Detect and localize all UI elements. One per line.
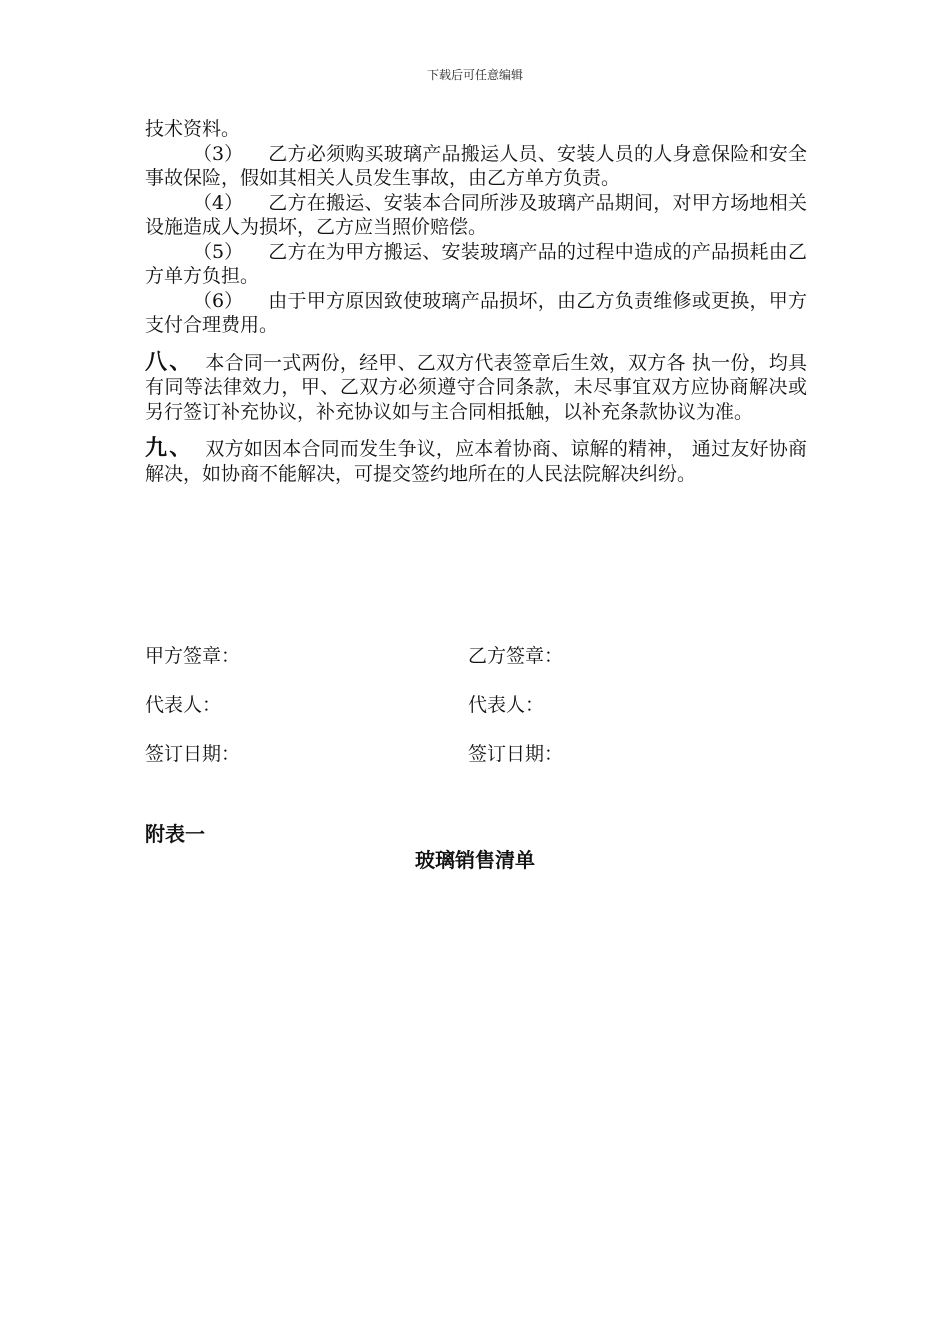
party-a-date-label: 签订日期：: [145, 743, 241, 765]
item-number: （4）: [193, 191, 244, 214]
party-b-rep-label: 代表人：: [468, 694, 545, 716]
signature-row-rep: [145, 692, 807, 741]
clause-first-line: 本合同一式两份，经甲、乙双方代表签章后生效，双方各: [205, 351, 686, 374]
clause-heading: 九、: [145, 435, 194, 461]
clause-first-line: 双方如因本合同而发生争议，应本着协商、谅解的精神，: [205, 438, 686, 460]
signature-row-date: [145, 741, 807, 790]
party-a-seal-label: 甲方签章：: [145, 645, 241, 667]
lead-text: 技术资料。: [145, 118, 241, 140]
clause-heading: 八、: [145, 348, 194, 375]
item-number: （5）: [193, 240, 244, 263]
item-6: [145, 289, 807, 338]
item-text: 乙方在搬运、安装本合同所涉及玻璃产品期间，对甲方场地相关设施造成人为损坏，乙方应当照价赔偿。: [145, 191, 807, 238]
contract-body: [145, 117, 807, 486]
party-b-seal-label: 乙方签章：: [468, 645, 564, 667]
item-3: [145, 142, 807, 191]
item-number: （6）: [193, 289, 244, 312]
party-b-date-label: 签订日期：: [468, 743, 564, 765]
appendix-title: 玻璃销售清单: [415, 848, 535, 872]
item-number: （3）: [193, 142, 244, 165]
appendix-label: 附表一: [145, 822, 205, 846]
signature-row-seal: [145, 643, 807, 692]
item-4: [145, 191, 807, 240]
item-text: 乙方必须购买玻璃产品搬运人员、安装人员的人身意保险和安全事故保险，假如其相关人员发生事故，由乙方单方负责。: [145, 142, 807, 189]
item-text: 乙方在为甲方搬运、安装玻璃产品的过程中造成的产品损耗由乙方单方负担。: [145, 240, 807, 287]
clause-8: [145, 350, 807, 425]
clause-9: [145, 436, 807, 486]
party-a-rep-label: 代表人：: [145, 694, 222, 716]
item-text: 由于甲方原因致使玻璃产品损坏，由乙方负责维修或更换，甲方支付合理费用。: [145, 289, 807, 336]
header-note: 下载后可任意编辑: [426, 68, 523, 82]
clause-text: 通过友好协商解决，如协商不能解决，可提交签约地所在的人民法院解决纠纷。: [145, 438, 807, 485]
item-5: [145, 240, 807, 289]
clause-text: 执一份，均具有同等法律效力，甲、乙双方必须遵守合同条款，未尽事宜双方应协商解决或另行签订补充协议，补充协议如与主合同相抵触，以补充条款协议为准。: [145, 351, 807, 423]
signature-block: [145, 643, 807, 790]
